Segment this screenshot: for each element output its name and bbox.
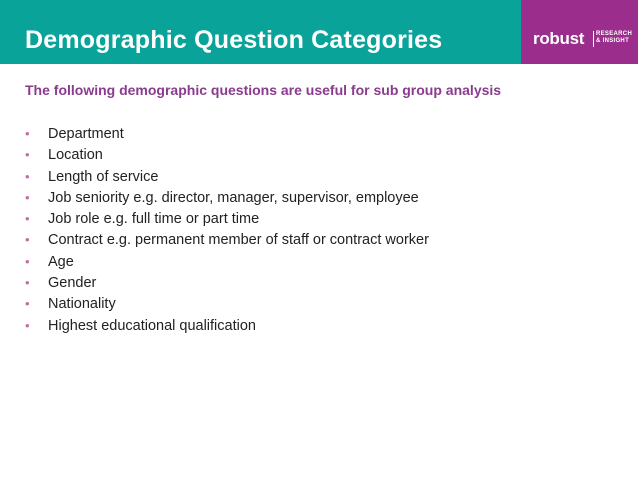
bullet-dot-icon: • bbox=[25, 147, 30, 163]
brand-logo bbox=[521, 0, 638, 64]
bullet-dot-icon: • bbox=[25, 232, 30, 248]
bullet-dot-icon: • bbox=[25, 296, 30, 312]
brand-logo-divider bbox=[593, 31, 594, 47]
list-item bbox=[25, 123, 429, 144]
subtitle: The following demographic questions are useful for sub group analysis bbox=[25, 82, 502, 98]
brand-logo-tagline-line1: RESEARCH bbox=[596, 31, 633, 37]
list-item-label: Gender bbox=[48, 275, 97, 292]
list-item bbox=[25, 208, 429, 229]
brand-logo-tagline-line2: & INSIGHT bbox=[596, 38, 630, 44]
bullet-dot-icon: • bbox=[25, 317, 30, 333]
list-item bbox=[25, 251, 429, 272]
bullet-dot-icon: • bbox=[25, 168, 30, 184]
bullet-dot-icon: • bbox=[25, 126, 30, 141]
list-item bbox=[25, 166, 429, 187]
list-item bbox=[25, 187, 429, 208]
brand-logo-name: robust bbox=[533, 29, 585, 48]
bullet-dot-icon: • bbox=[25, 275, 30, 291]
bullet-dot-icon: • bbox=[25, 189, 30, 205]
list-item-label: Location bbox=[48, 147, 103, 164]
title-bar bbox=[0, 0, 638, 64]
list-item bbox=[25, 293, 429, 314]
list-item-label: Nationality bbox=[48, 296, 116, 313]
list-item bbox=[25, 272, 429, 293]
list-item-label: Job role e.g. full time or part time bbox=[48, 211, 260, 228]
list-item bbox=[25, 315, 429, 336]
list-item bbox=[25, 144, 429, 165]
page-title: Demographic Question Categories bbox=[25, 26, 443, 54]
list-item-label: Job seniority e.g. director, manager, supervisor, employee bbox=[48, 189, 419, 206]
list-item-label: Department bbox=[48, 126, 124, 142]
list-item-label: Length of service bbox=[48, 168, 159, 185]
list-item-label: Contract e.g. permanent member of staff or contract worker bbox=[48, 232, 429, 249]
brand-logo-tagline bbox=[596, 31, 632, 45]
bullet-dot-icon: • bbox=[25, 211, 30, 227]
bullet-list bbox=[25, 123, 429, 336]
list-item-label: Age bbox=[48, 253, 74, 270]
list-item-label: Highest educational qualification bbox=[48, 317, 256, 334]
list-item bbox=[25, 229, 429, 250]
bullet-dot-icon: • bbox=[25, 253, 30, 269]
